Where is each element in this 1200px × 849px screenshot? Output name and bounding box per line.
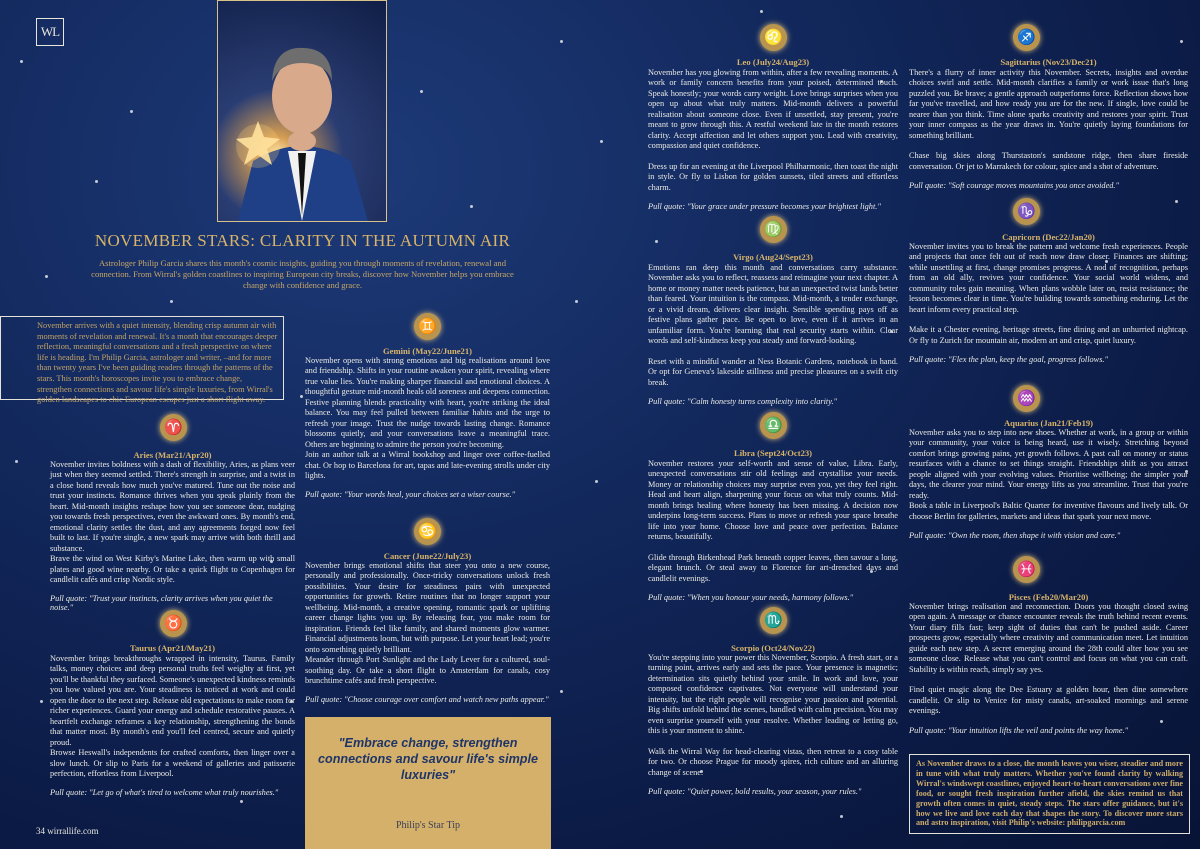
virgo-body: Emotions ran deep this month and conversations carry substance. November asks you to reflect, reassess and reimagine your next chapter. A home or money matter needs patience, but an unexpected twist lands better than feared. Your intuition is the compass. Mid-month, a tender exchange, or a vivid dream, delivers clear insight. Sensible spending pays off as festive plans gather pace. Be open to love, even if it arrives in an unfamiliar form. You're learning that real security starts within. Clear words and self-kindness keep you steady and forward-looking.	[648, 263, 898, 346]
gemini-icon: ♊	[414, 313, 441, 340]
wirral-life-logo: WL	[36, 18, 64, 46]
intro-text: November arrives with a quiet intensity, blending crisp autumn air with moments of revelation and renewal. It's a month that encourages deeper reflection, meaningful conversations and a fresh perspective on where life is heading. I'm Philip Garcia, astrologer and writer, –and for more than twenty years I've been guiding readers through the patterns of the stars. This month's horoscopes invite you to embrace change, strengthen connections and savour life's simple luxuries, from Wirral's golden landscapes to chic European escapes just a short flight away.	[37, 321, 278, 405]
scorpio-body: You're stepping into your power this November, Scorpio. A fresh start, or a turning point, arrives early and sets the pace. Your presence is magnetic; determination sits quietly behind your smile. In work and love, your composed confidence captivates. Not everyone will understand your intensity, but the right people will recognise your passion and potential. Big shifts unfold behind the scenes, handled with calm precision. You may even surprise yourself with your resolve. Whether leading or letting go, this is your moment to shine.	[648, 653, 898, 736]
capricorn-local-tip: Make it a Chester evening, heritage streets, fine dining and an unhurried nightcap. Or fly to Zurich for mountain air, modern art and crisp, quiet luxury.	[909, 325, 1188, 345]
pisces-body: November brings realisation and reconnection. Doors you thought closed swing open again. A message or chance encounter reveals the truth behind recent events. Your diary fills fast; keep sight of duties that can't be pushed aside. Career prospects grow, especially where creativity and communication meet. Let intuition guide each new step. A secret emerging around the 28th could alter how you see someone close. Release what you can't control and focus on what you can craft. Stability is within reach, simply say yes.	[909, 602, 1188, 674]
aquarius-section	[909, 428, 1188, 540]
outro-box	[909, 754, 1190, 834]
gemini-section	[305, 356, 550, 499]
aries-section	[50, 460, 295, 612]
article-standfirst: Astrologer Philip Garcia shares this month's cosmic insights, guiding you through moments of revelation, renewal and connection. From Wirral's golden coastlines to inspiring European city breaks, discover how November helps you embrace change with confidence and grace.	[91, 258, 514, 290]
sagittarius-icon: ♐	[1013, 24, 1040, 51]
aries-body: November invites boldness with a dash of flexibility, Aries, as plans veer just when they seemed settled. There's strength in surprise, and a twist in a close bond reveals how much you've matured. Tune out the noise and trust your instincts. Romance thrives when you speak plainly from the heart. Mid-month insights reshape how you see someone dear, nudging you towards fresh perspectives, even the awkward ones. By month's end, emotional clarity settles the dust, and any agreements forged now feel built to last. If you're single, a new spark may arrive with both thrill and substance.	[50, 460, 295, 553]
cancer-section	[305, 561, 550, 704]
taurus-section	[50, 654, 295, 797]
libra-section	[648, 459, 898, 602]
outro-text: As November draws to a close, the month leaves you wiser, steadier and more in tune with what truly matters. Whether you've found clarity by walking Wirral's windswept coastlines, enjoyed heart-to-heart conversations over fine food, or sought fresh inspiration further afield, the skies remind us that growth often comes in quiet, steady steps. The stars offer guidance, but it's how we live and love each day that shapes the story. To discover more stars and astro inspiration, visit Philip's website: philipgarcia.com	[916, 759, 1183, 828]
cancer-icon: ♋	[414, 518, 441, 545]
sagittarius-local-tip: Chase big skies along Thurstaston's sandstone ridge, then share fireside conversation. Or jet to Marrakech for colour, spice and a shot of adventure.	[909, 151, 1188, 171]
cancer-body: November brings emotional shifts that steer you onto a new course, personally and professionally. Once-tricky conversations unlock fresh possibilities. Your desire for steadiness pairs with unexpected opportunities for growth. Retire routines that no longer support your wellbeing. Mid-month, a creative opening, romantic spark or uplifting career change lights you up. By releasing fear, you make room for inspiration. Friends feel like family, and shared moments glow warmer. Financial adjustments loom, but with purpose. Let your heart lead; you're onto something quietly brilliant.	[305, 561, 550, 654]
leo-section	[648, 68, 898, 211]
page-number: 34	[36, 826, 45, 836]
scorpio-local-tip: Walk the Wirral Way for head-clearing vistas, then retreat to a cosy table for two. Or choose Prague for moody spires, rich culture and an alluring change of scene.	[648, 746, 898, 777]
aquarius-pull-quote: Pull quote: "Own the room, then shape it with vision and care."	[909, 531, 1121, 541]
page-footer	[36, 826, 98, 836]
virgo-pull-quote: Pull quote: "Calm honesty turns complexity into clarity."	[648, 396, 838, 406]
leo-local-tip: Dress up for an evening at the Liverpool Philharmonic, then toast the night in style. Or fly to Lisbon for golden sunsets, tiled streets and effortless charm.	[648, 161, 898, 192]
site-name: wirrallife.com	[47, 826, 99, 836]
aries-title: Aries (Mar21/Apr20)	[133, 450, 212, 460]
virgo-local-tip: Reset with a mindful wander at Ness Botanic Gardens, notebook in hand. Or opt for Geneva's lakeside stillness and precise pleasures on a swift city break.	[648, 356, 898, 387]
scorpio-pull-quote: Pull quote: "Quiet power, bold results, your season, your rules."	[648, 786, 862, 796]
libra-body: November restores your self-worth and sense of value, Libra. Early, unexpected conversations stir old feelings and crystallise your needs. Money or relationship choices may surprise even you, yet they feel right. Head and heart align, sharpening your focus on what truly counts. Mid-month brings healing where honesty has been missing. A decision now underpins long-term success. Plans to move or refresh your space breathe life into your home. Choose love and peace over perfection. Balance returns, beautifully.	[648, 459, 898, 542]
pisces-pull-quote: Pull quote: "Your intuition lifts the veil and points the way home."	[909, 725, 1129, 735]
pisces-local-tip: Find quiet magic along the Dee Estuary at golden hour, then dine somewhere candlelit. Or slip to Venice for misty canals, art-soaked mornings and serene evenings.	[909, 685, 1188, 716]
scorpio-title: Scorpio (Oct24/Nov22)	[731, 643, 815, 653]
taurus-body: November brings breakthroughs wrapped in intensity, Taurus. Family talks, money choices and deep personal truths feel weighty at first, yet you'll be thankful they surfaced. Someone's unexpected kindness reminds you how valued you are. Your steadiness is noticed at work and could open the door to the next step. Release old expectations to make room for richer experiences. Guard your energy and schedule restorative pauses. A heartfelt exchange reframes a key relationship, strengthening the bonds that matter most. By month's end you'll feel centred, secure and quietly proud.	[50, 654, 295, 747]
leo-title: Leo (July24/Aug23)	[736, 57, 810, 67]
leo-pull-quote: Pull quote: "Your grace under pressure becomes your brightest light."	[648, 201, 881, 211]
star-tip-quote: "Embrace change, strengthen connections and savour life's simple luxuries"	[318, 736, 538, 782]
scorpio-section	[648, 653, 898, 796]
libra-title: Libra (Sept24/Oct23)	[733, 448, 813, 458]
libra-pull-quote: Pull quote: "When you honour your needs, harmony follows."	[648, 592, 854, 602]
virgo-icon: ♍	[760, 216, 787, 243]
sagittarius-title: Sagittarius (Nov23/Dec21)	[1000, 57, 1097, 67]
libra-local-tip: Glide through Birkenhead Park beneath copper leaves, then savour a long, elegant brunch. Or steal away to Florence for art-drenched days and candlelit evenings.	[648, 552, 898, 583]
virgo-title: Virgo (Aug24/Sept23)	[733, 252, 813, 262]
libra-icon: ♎	[760, 412, 787, 439]
sagittarius-body: There's a flurry of inner activity this November. Secrets, insights and overdue choices swirl and settle. Mid-month clarifies a family or work issue that's long puzzled you. Be brave; a gentle approach outperforms force. Reflection shows how far you've travelled, and how ready you are for the new. If single, love could be nearer than you think. Time alone sparks creativity and restores your spirit. Trust your inner compass as the year draws in. You're quietly laying foundations for something brilliant.	[909, 68, 1188, 140]
article-headline: NOVEMBER STARS: CLARITY IN THE AUTUMN AIR	[94, 231, 511, 250]
capricorn-section	[909, 242, 1188, 364]
gemini-body: November opens with strong emotions and big realisations around love and friendship. Shifts in your routine awaken your spirit, revealing where true value lies. You're making sharper financial and emotional choices. A thoughtful gesture mid-month heals old soreness and deepens connection. Festive planning blends practicality with heart, you're striking the ideal balance. You may feel pulled between familiar habits and the urge to refresh your image. Trust the nudge towards lasting change. Romance blossoms quietly, and your conversations leave a meaningful trace. Others are beginning to admire the person you're becoming.	[305, 356, 550, 449]
sagittarius-section	[909, 68, 1188, 190]
intro-box	[0, 316, 284, 405]
portrait-illustration	[218, 1, 386, 221]
taurus-local-tip: Browse Heswall's independents for crafted comforts, then linger over a slow lunch. Or slip to Paris for a weekend of galleries and patisserie perfection, effortless from Liverpool.	[50, 748, 295, 778]
pisces-icon: ♓	[1013, 556, 1040, 583]
astrologer-portrait	[217, 0, 387, 222]
pisces-title: Pisces (Feb20/Mar20)	[1008, 592, 1089, 602]
gemini-pull-quote: Pull quote: "Your words heal, your choices set a wiser course."	[305, 490, 516, 500]
aquarius-icon: ♒	[1013, 385, 1040, 412]
aries-local-tip: Brave the wind on West Kirby's Marine Lake, then warm up with small plates and good wine nearby. Or take a quick flight to Copenhagen for candlelit cafés and crisp Nordic style.	[50, 554, 295, 584]
cancer-local-tip: Meander through Port Sunlight and the Lady Lever for a cultured, soul-soothing day. Or take a short flight to Amsterdam for canals, cosy brunchtime cafés and fresh perspective.	[305, 655, 550, 685]
aries-pull-quote: Pull quote: "Trust your instincts, clarity arrives when you quiet the noise."	[50, 594, 273, 613]
capricorn-title: Capricorn (Dec22/Jan20)	[1002, 232, 1095, 242]
cancer-title: Cancer (June22/July23)	[383, 551, 472, 561]
leo-icon: ♌	[760, 24, 787, 51]
taurus-pull-quote: Pull quote: "Let go of what's tired to welcome what truly nourishes."	[50, 788, 279, 798]
virgo-section	[648, 263, 898, 406]
aries-icon: ♈	[160, 414, 187, 441]
taurus-icon: ♉	[160, 610, 187, 637]
gemini-title: Gemini (May22/June21)	[382, 346, 473, 356]
sagittarius-pull-quote: Pull quote: "Soft courage moves mountains you once avoided."	[909, 181, 1119, 191]
aquarius-body: November asks you to step into new shoes. Whether at work, in a group or within your community, your voice is being heard, use it wisely. Stretching beyond comfort brings growing pains, yet growth follows. A past call on money or status resurfaces with a chance to set things straight. Friendships shift as you attract people aligned with your evolving values. Prioritise wellbeing; the simpler your days, the clearer your mind. Your energy lifts as you streamline. Trust that you're ready.	[909, 428, 1188, 500]
cancer-pull-quote: Pull quote: "Choose courage over comfort and watch new paths appear."	[305, 695, 549, 705]
aquarius-local-tip: Book a table in Liverpool's Baltic Quarter for inventive flavours and lively talk. Or choose Berlin for galleries, markets and ideas that spark your next move.	[909, 501, 1188, 521]
capricorn-pull-quote: Pull quote: "Flex the plan, keep the goal, progress follows."	[909, 355, 1108, 365]
aquarius-title: Aquarius (Jan21/Feb19)	[1003, 418, 1094, 428]
taurus-title: Taurus (Apr21/May21)	[130, 643, 215, 653]
pisces-section	[909, 602, 1188, 735]
leo-body: November has you glowing from within, after a few revealing moments. A work or family concern benefits from your poised, determined touch. Speak honestly; your words carry weight. Love brings surprises when you open up about what truly matters. Mid-month delivers a powerful realisation about someone close. Even if unsettled, stay present, you're meant to grow through this. A restful weekend late in the month restores clarity. Accept affection and let others support you. Lead with creativity, compassion and quiet confidence.	[648, 68, 898, 151]
star-tip-label: Philip's Star Tip	[395, 820, 461, 831]
capricorn-icon: ♑	[1013, 198, 1040, 225]
capricorn-body: November invites you to break the pattern and welcome fresh experiences. People and projects that once felt out of reach now draw closer. Finances are shifting; while unsettling at first, change promises progress. A nod of recognition, perhaps from an old ally, revives your confidence. Your social world widens, and community roles gain meaning. When plans wobble later on, resist resistance; the lesson becomes clear in time. You're building towards something enduring. Let the heart inform every practical step.	[909, 242, 1188, 314]
gemini-local-tip: Join an author talk at a Wirral bookshop and linger over coffee-fuelled chat. Or hop to Barcelona for art, tapas and late-evening strolls under city lights.	[305, 450, 550, 480]
scorpio-icon: ♏	[760, 607, 787, 634]
